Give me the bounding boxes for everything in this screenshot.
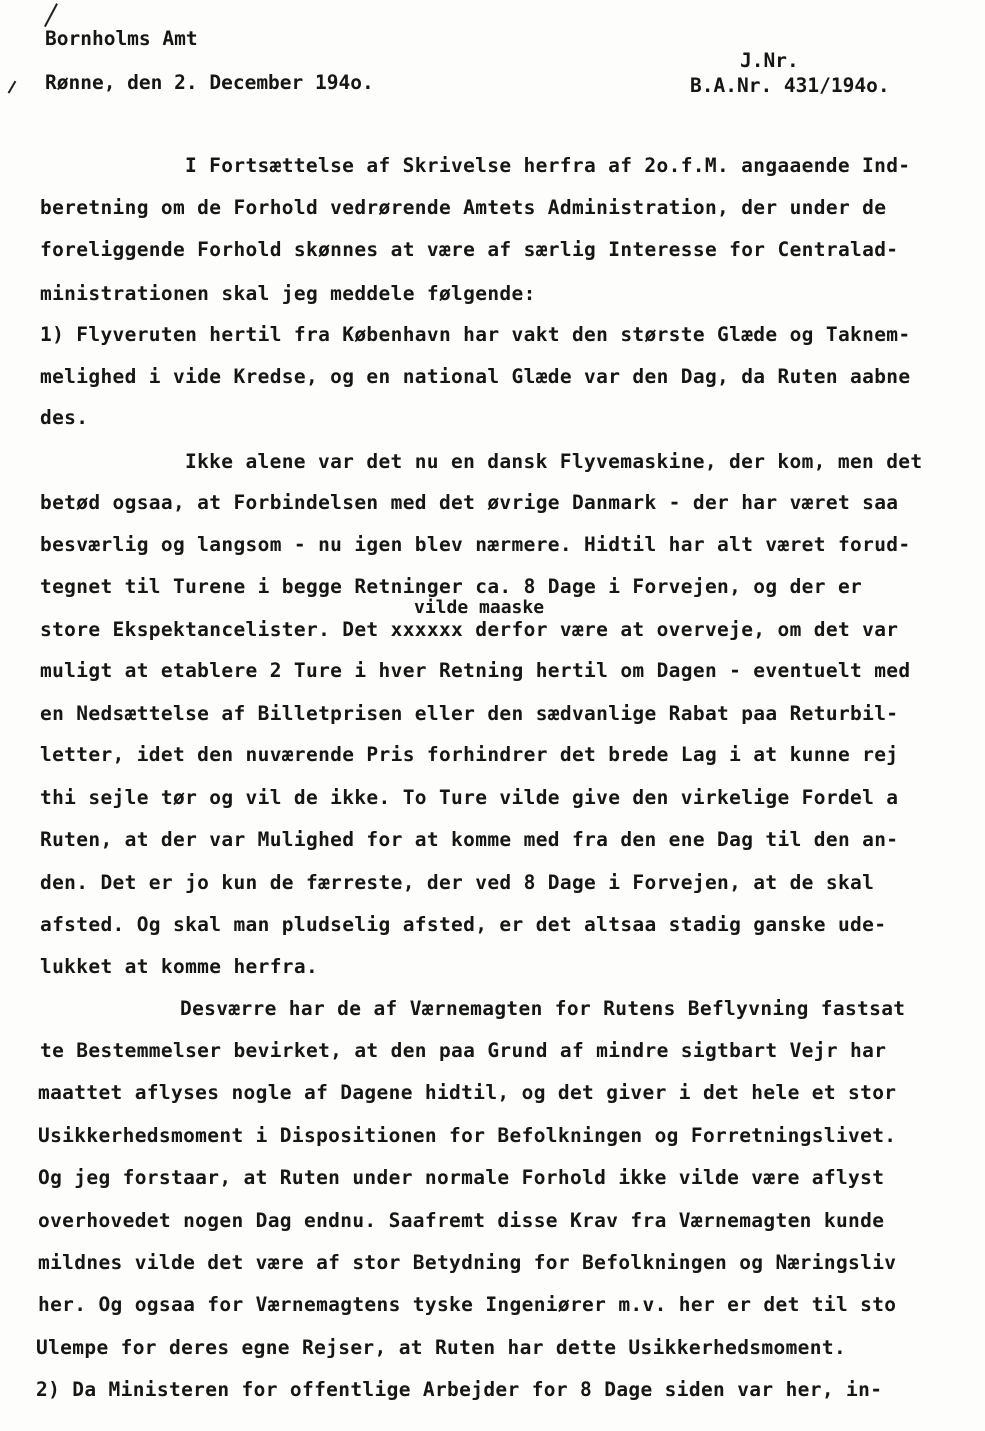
body-line-26: overhovedet nogen Dag endnu. Saafremt disse Krav fra Værnemagten kunde xyxy=(38,1209,885,1232)
body-line-2: beretning om de Forhold vedrørende Amtets Administration, der under de xyxy=(40,196,887,219)
body-line-28: her. Og ogsaa for Værnemagtens tyske Ingeniører m.v. her er det til sto xyxy=(38,1293,897,1316)
body-line-23: maattet aflyses nogle af Dagene hidtil, og det giver i det hele et stor xyxy=(38,1081,897,1104)
body-line-16: thi sejle tør og vil de ikke. To Ture vilde give den virkelige Fordel a xyxy=(40,786,899,809)
body-line-15: letter, idet den nuværende Pris forhindrer det brede Lag i at kunne rej xyxy=(40,743,899,766)
place-and-date: Rønne, den 2. December 194o. xyxy=(45,71,374,94)
body-line-29: Ulempe for deres egne Rejser, at Ruten har dette Usikkerhedsmoment. xyxy=(36,1336,847,1359)
body-line-24: Usikkerhedsmoment i Dispositionen for Befolkningen og Forretningslivet. xyxy=(38,1124,897,1147)
body-line-7: des. xyxy=(40,406,89,429)
body-line-27: mildnes vilde det være af stor Betydning for Befolkningen og Næringsliv xyxy=(38,1251,897,1274)
journal-label: J.Nr. xyxy=(740,49,799,72)
body-line-9: betød ogsaa, at Forbindelsen med det øvrige Danmark - der har været saa xyxy=(40,491,899,514)
body-line-14: en Nedsættelse af Billetprisen eller den sædvanlige Rabat paa Returbil- xyxy=(40,702,899,725)
body-line-1: I Fortsættelse af Skrivelse herfra af 2o.f.M. angaaende Ind- xyxy=(185,154,911,177)
journal-number: B.A.Nr. 431/194o. xyxy=(690,74,890,97)
body-line-22: te Bestemmelser bevirket, at den paa Grund af mindre sigtbart Vejr har xyxy=(40,1039,887,1062)
body-line-5: 1) Flyveruten hertil fra København har vakt den største Glæde og Taknem- xyxy=(40,323,911,346)
body-line-8: Ikke alene var det nu en dansk Flyvemaskine, der kom, men det xyxy=(185,450,923,473)
body-line-21: Desværre har de af Værnemagten for Rutens Beflyvning fastsat xyxy=(180,997,906,1020)
body-line-17: Ruten, at der var Mulighed for at komme med fra den ene Dag til den an- xyxy=(40,828,899,851)
insertion-above-line: vilde maaske xyxy=(414,597,545,618)
office-heading: Bornholms Amt xyxy=(45,27,198,50)
body-line-3: foreliggende Forhold skønnes at være af særlig Interesse for Centralad- xyxy=(40,238,899,261)
body-line-19: afsted. Og skal man pludselig afsted, er det altsaa stadig ganske ude- xyxy=(40,913,887,936)
margin-pen-mark-left xyxy=(8,81,16,94)
margin-pen-mark-top xyxy=(44,3,58,27)
body-line-4: ministrationen skal jeg meddele følgende: xyxy=(40,282,536,305)
body-line-13: muligt at etablere 2 Ture i hver Retning hertil om Dagen - eventuelt med xyxy=(40,659,911,682)
body-line-30: 2) Da Ministeren for offentlige Arbejder for 8 Dage siden var her, in- xyxy=(36,1378,883,1401)
body-line-20: lukket at komme herfra. xyxy=(40,955,319,978)
body-line-12: store Ekspektancelister. Det xxxxxx derfor være at overveje, om det var xyxy=(40,618,899,641)
body-line-10: besværlig og langsom - nu igen blev nærmere. Hidtil har alt været forud- xyxy=(40,533,911,556)
body-line-18: den. Det er jo kun de færreste, der ved 8 Dage i Forvejen, at de skal xyxy=(40,871,875,894)
body-line-6: melighed i vide Kredse, og en national Glæde var den Dag, da Ruten aabne xyxy=(40,365,911,388)
body-line-25: Og jeg forstaar, at Ruten under normale Forhold ikke vilde være aflyst xyxy=(38,1166,885,1189)
body-line-11: tegnet til Turene i begge Retninger ca. 8 Dage i Forvejen, og der er xyxy=(40,575,863,598)
